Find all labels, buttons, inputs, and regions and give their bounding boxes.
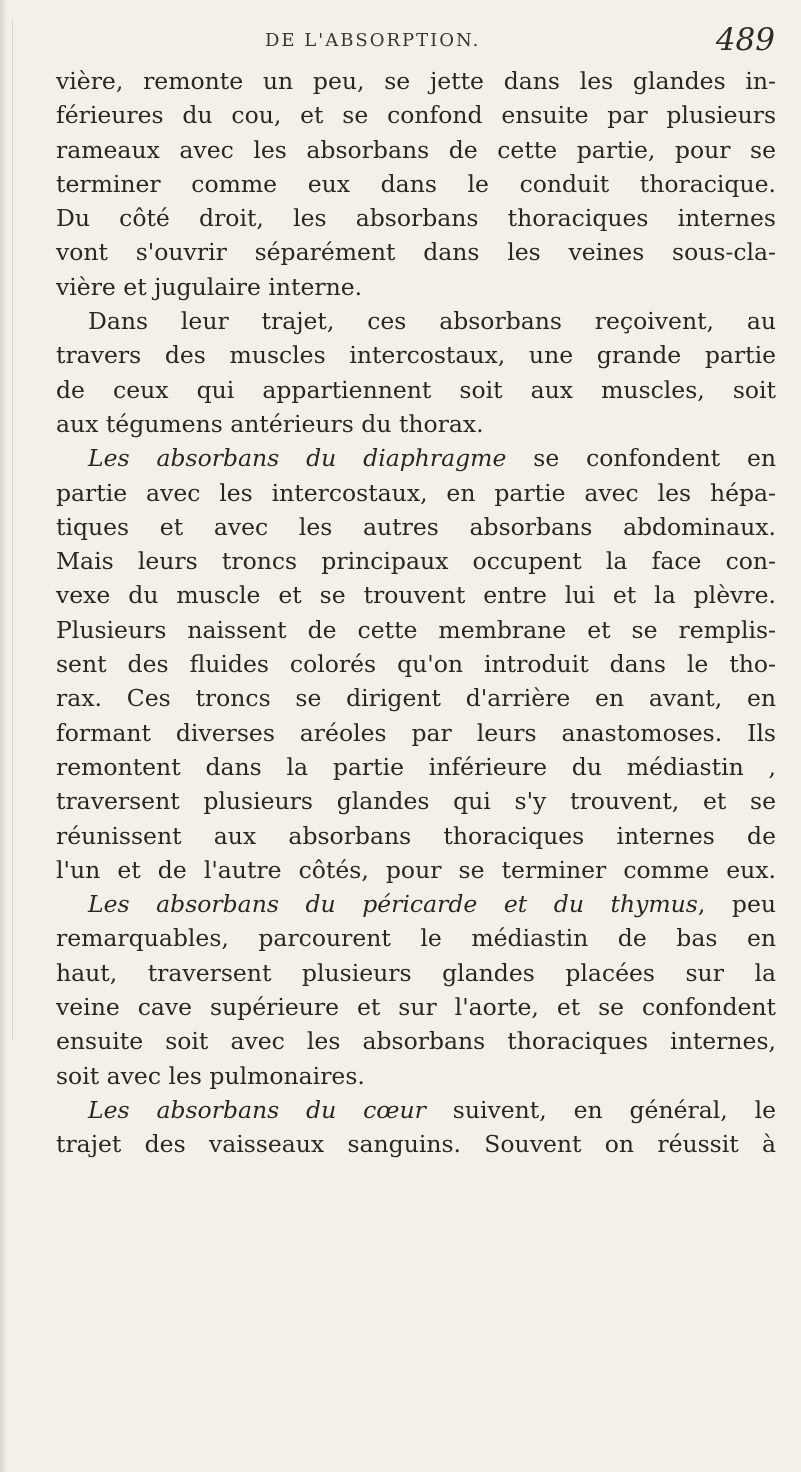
- text-line: [56, 1059, 776, 1093]
- text-line: [56, 681, 776, 715]
- text-run: soit avec les pulmonaires.: [56, 1061, 365, 1090]
- text-run: traversent plusieurs glandes qui s'y trouvent, et se: [56, 787, 776, 816]
- text-line: [56, 167, 776, 201]
- text-run: vont s'ouvrir séparément dans les veines sous-cla-: [56, 238, 776, 267]
- text-line: [56, 64, 776, 98]
- running-head: DE L'ABSORPTION.: [265, 30, 481, 51]
- text-run: rameaux avec les absorbans de cette partie, pour se: [56, 135, 776, 164]
- text-line: [56, 304, 776, 338]
- text-line: [56, 476, 776, 510]
- text-line: [56, 98, 776, 132]
- text-run: ensuite soit avec les absorbans thoraciques internes,: [56, 1027, 776, 1056]
- page-binding-edge: [0, 0, 6, 1472]
- text-run: aux tégumens antérieurs du thorax.: [56, 409, 484, 438]
- text-line: [56, 373, 776, 407]
- text-run: haut, traversent plusieurs glandes placées sur la: [56, 958, 776, 987]
- page-header: [60, 22, 775, 66]
- text-run: se confondent en: [506, 444, 776, 473]
- text-run: trajet des vaisseaux sanguins. Souvent on réussit à: [56, 1130, 776, 1159]
- page-fold-line: [12, 20, 13, 1040]
- text-run: partie avec les intercostaux, en partie avec les hépa-: [56, 478, 776, 507]
- text-line: [56, 338, 776, 372]
- text-run: terminer comme eux dans le conduit thoracique.: [56, 169, 776, 198]
- text-run: vière, remonte un peu, se jette dans les glandes in-: [56, 67, 776, 95]
- text-line: [56, 956, 776, 990]
- text-run: Plusieurs naissent de cette membrane et se remplis-: [56, 615, 776, 644]
- text-line: [56, 510, 776, 544]
- text-run: de ceux qui appartiennent soit aux muscles, soit: [56, 375, 776, 404]
- text-line: [56, 990, 776, 1024]
- text-line: [56, 613, 776, 647]
- text-line: [56, 819, 776, 853]
- text-line: [56, 1093, 776, 1127]
- text-run: suivent, en général, le: [425, 1095, 777, 1124]
- text-run: l'un et de l'autre côtés, pour se terminer comme eux.: [56, 855, 776, 884]
- text-run: travers des muscles intercostaux, une grande partie: [56, 341, 776, 370]
- text-line: [56, 887, 776, 921]
- text-run: veine cave supérieure et sur l'aorte, et se confondent: [56, 993, 776, 1022]
- text-line: [56, 750, 776, 784]
- text-run: Mais leurs troncs principaux occupent la face con-: [56, 547, 776, 576]
- text-run: sent des fluides colorés qu'on introduit dans le tho-: [56, 650, 776, 679]
- text-run: remarquables, parcourent le médiastin de bas en: [56, 924, 776, 953]
- text-line: [56, 1024, 776, 1058]
- text-line: [56, 201, 776, 235]
- text-line: [56, 647, 776, 681]
- text-run: tiques et avec les autres absorbans abdominaux.: [56, 512, 776, 541]
- text-run: férieures du cou, et se confond ensuite par plusieurs: [56, 101, 776, 130]
- text-run: , peu: [697, 890, 777, 919]
- text-line: [56, 784, 776, 818]
- text-line: [56, 853, 776, 887]
- text-line: [56, 578, 776, 612]
- text-line: [56, 441, 776, 475]
- text-run: Du côté droit, les absorbans thoraciques internes: [56, 204, 776, 233]
- text-line: [56, 716, 776, 750]
- text-line: [56, 921, 776, 955]
- text-line: [56, 270, 776, 304]
- text-run: rax. Ces troncs se dirigent d'arrière en avant, en: [56, 684, 776, 713]
- text-line: [56, 407, 776, 441]
- text-run: formant diverses aréoles par leurs anastomoses. Ils: [56, 718, 776, 747]
- text-line: [56, 235, 776, 269]
- text-line: [56, 1127, 776, 1161]
- page-number: 489: [715, 22, 775, 58]
- text-run: vexe du muscle et se trouvent entre lui et la plèvre.: [56, 581, 776, 610]
- italic-heading: Les absorbans du péricarde et du thymus: [88, 890, 698, 919]
- text-run: Dans leur trajet, ces absorbans reçoivent, au: [88, 307, 776, 336]
- text-run: remontent dans la partie inférieure du médiastin ,: [56, 752, 776, 781]
- text-run: réunissent aux absorbans thoraciques internes de: [56, 821, 776, 850]
- body-text: [56, 64, 776, 1162]
- text-run: vière et jugulaire interne.: [56, 272, 363, 301]
- text-line: [56, 133, 776, 167]
- text-line: [56, 544, 776, 578]
- italic-heading: Les absorbans du diaphragme: [88, 444, 507, 473]
- italic-heading: Les absorbans du cœur: [88, 1095, 426, 1124]
